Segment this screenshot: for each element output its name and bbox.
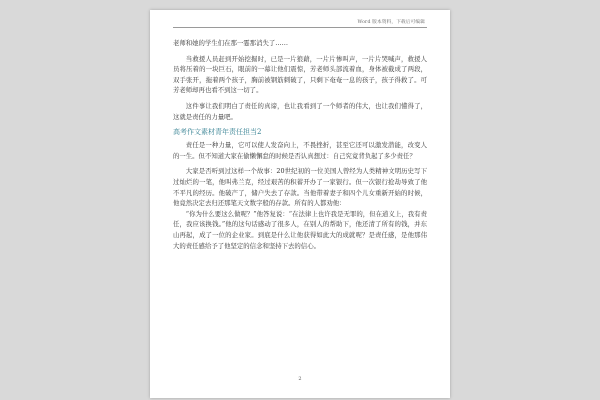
- section-heading: 高考作文素材青年责任担当2: [173, 128, 262, 137]
- header-rule: [173, 27, 427, 28]
- paragraph-4: 责任是一种力量，它可以使人发奋向上，不畏挫折，甚至它还可以激发潜能，改变人的一生。但不知道大家在偷懒懈怠的时候是否认真想过：自己究竟背负起了多少责任？: [173, 141, 427, 160]
- paragraph-2: 当救援人员赶到开始挖掘时，已是一片狼藉，一片片惨叫声，一片片哭喊声，救援人员将压着的一块巨石，眼前的一幕让他们震惊，芳老师头部流着血，身体被截成了两段，双手张开，拖着两个孩子，胸前被钢筋刺破了，只剩下奄奄一息的孩子，孩子得救了。可芳老师却再也看不到这一切了。: [173, 54, 427, 95]
- paragraph-6: “你为什么要这么做呢？”他答复说：“在法律上也许我是无罪的，但在道义上，我有责任，我应该换钱。”他的这句话感动了很多人，在别人的帮助下，他还清了所有的钱，并东山再起，成了一位的企业家。到底是什么让他获得如此大的成就呢？是责任感，是他那伟大的责任感给予了他坚定的信念和坚持下去的信心。: [173, 209, 427, 250]
- page-number: 2: [298, 376, 302, 382]
- header-note: Word 版本资料，下载后可编辑: [357, 20, 425, 25]
- paragraph-5: 大家是否听到过这样一个故事：20世纪初的一位美国人曾经为人类精神文明历史写下过灿烂的一笔，他叫弗兰克，经过艰苦的积蓄开办了一家银行。但一次银行抢劫导致了他不平凡的经历。他破产了，储户失去了存款。当他带着妻子和四个儿女重新开始的时候，他竟然决定去归还那笔天文数字般的存款。所有的人都劝他：: [173, 167, 427, 208]
- document-page: [150, 10, 450, 398]
- paragraph-3: 这件事让我们明白了责任的真谛，也让我看到了一个师者的伟大，也让我们懂得了，这就是责任的力量吧。: [173, 101, 427, 121]
- paragraph-1: 老师和她的学生们在那一霎那消失了……: [173, 39, 289, 47]
